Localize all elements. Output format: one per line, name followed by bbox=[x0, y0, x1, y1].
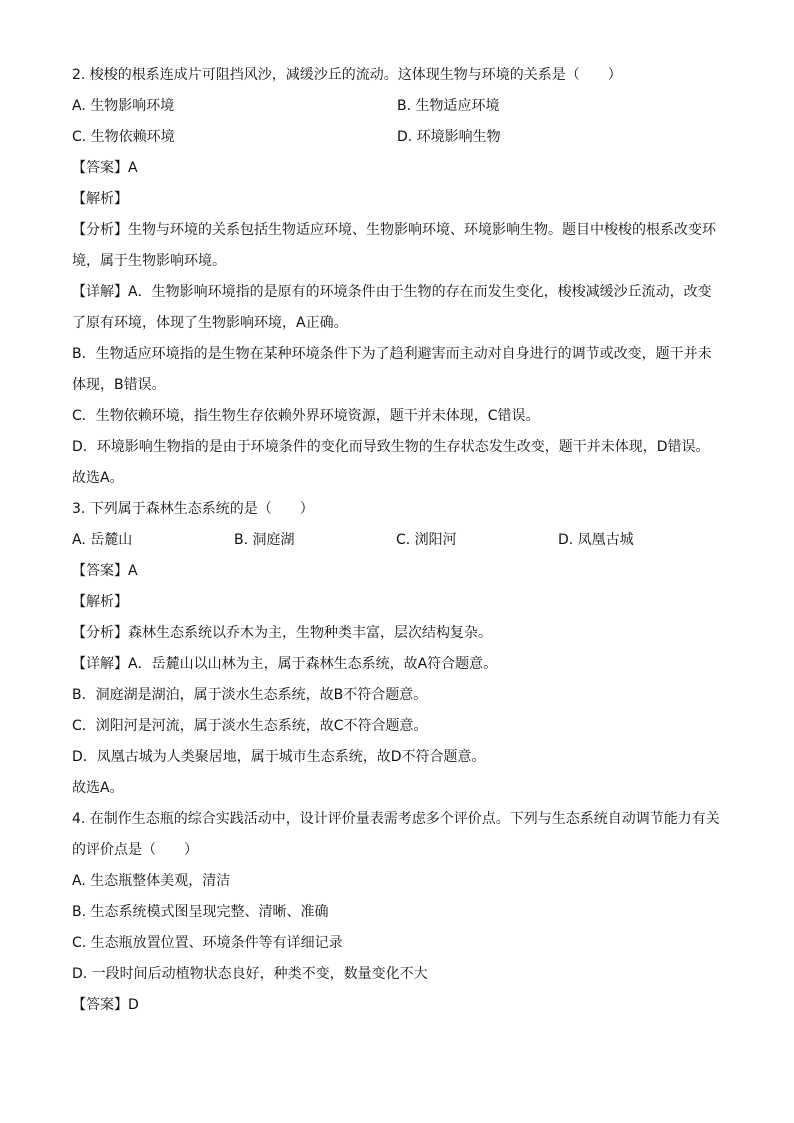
q4-option-c: C. 生态瓶放置位置、环境条件等有详细记录 bbox=[72, 935, 343, 951]
q3-analysis-tag: 【解析】 bbox=[72, 594, 128, 610]
q3-fenxi bbox=[72, 618, 722, 649]
q2-fenxi bbox=[72, 215, 722, 277]
q2-options-row-1 bbox=[72, 91, 722, 122]
q2-option-d: D. 环境影响生物 bbox=[397, 129, 501, 145]
q3-option-d: D. 凤凰古城 bbox=[558, 532, 634, 548]
q2-option-c: C. 生物依赖环境 bbox=[72, 129, 175, 145]
q2-answer-line bbox=[72, 153, 722, 184]
q4-option-a: A. 生态瓶整体美观，清洁 bbox=[72, 873, 231, 889]
q2-fenxi-tag: 【分析】 bbox=[72, 222, 128, 238]
q3-answer-line bbox=[72, 556, 722, 587]
q2-xiangjie-c: C．生物依赖环境，指生物生存依赖外界环境资源，题干并未体现，C错误。 bbox=[72, 408, 540, 424]
q3-xiangjie-a bbox=[72, 649, 722, 680]
q4-stem: 4. 在制作生态瓶的综合实践活动中，设计评价量表需考虑多个评价点。下列与生态系统自动调节能力有关的评价点是（ ） bbox=[72, 811, 720, 858]
q3-fenxi-tag: 【分析】 bbox=[72, 625, 128, 641]
q4-option-b: B. 生态系统模式图呈现完整、清晰、准确 bbox=[72, 904, 329, 920]
q4-answer-tag: 【答案】 bbox=[72, 997, 128, 1013]
q2-xiangjie-b: B．生物适应环境指的是生物在某种环境条件下为了趋利避害而主动对自身进行的调节或改变，题干并未体现，B错误。 bbox=[72, 346, 712, 393]
q2-conclusion: 故选A。 bbox=[72, 470, 124, 486]
q2-options-row-2 bbox=[72, 122, 722, 153]
q4-answer: D bbox=[128, 997, 139, 1013]
q3-xiangjie-a-text: A．岳麓山以山林为主，属于森林生态系统，故A符合题意。 bbox=[128, 656, 498, 672]
q2-fenxi-text: 生物与环境的关系包括生物适应环境、生物影响环境、环境影响生物。题目中梭梭的根系改变环境，属于生物影响环境。 bbox=[72, 222, 716, 269]
q2-xiangjie-d: D．环境影响生物指的是由于环境条件的变化而导致生物的生存状态发生改变，题干并未体现，D错误。 bbox=[72, 439, 710, 455]
q3-option-a: A. 岳麓山 bbox=[72, 532, 133, 548]
q3-fenxi-text: 森林生态系统以乔木为主，生物种类丰富，层次结构复杂。 bbox=[128, 625, 492, 641]
document-page bbox=[72, 60, 722, 1021]
q3-xiangjie-b: B．洞庭湖是湖泊，属于淡水生态系统，故B不符合题意。 bbox=[72, 687, 428, 703]
q2-xiangjie-tag: 【详解】 bbox=[72, 284, 128, 300]
q3-answer-tag: 【答案】 bbox=[72, 563, 128, 579]
q2-xiangjie-a-text: A．生物影响环境指的是原有的环境条件由于生物的存在而发生变化，梭梭减缓沙丘流动，改变了原有环境，体现了生物影响环境，A正确。 bbox=[72, 284, 712, 331]
q4-answer-line bbox=[72, 990, 722, 1021]
q2-stem: 2. 梭梭的根系连成片可阻挡风沙，减缓沙丘的流动。这体现生物与环境的关系是（ ） bbox=[72, 67, 622, 83]
q4-option-d: D. 一段时间后动植物状态良好，种类不变，数量变化不大 bbox=[72, 966, 428, 982]
q3-xiangjie-c: C．浏阳河是河流，属于淡水生态系统，故C不符合题意。 bbox=[72, 718, 428, 734]
q3-option-c: C. 浏阳河 bbox=[396, 532, 457, 548]
q3-stem: 3. 下列属于森林生态系统的是（ ） bbox=[72, 501, 314, 517]
q3-xiangjie-tag: 【详解】 bbox=[72, 656, 128, 672]
q3-conclusion: 故选A。 bbox=[72, 780, 124, 796]
q3-answer: A bbox=[128, 563, 138, 579]
q2-answer-tag: 【答案】 bbox=[72, 160, 128, 176]
q3-options-row bbox=[72, 525, 722, 556]
q2-answer: A bbox=[128, 160, 138, 176]
q2-xiangjie-a bbox=[72, 277, 722, 339]
q2-option-b: B. 生物适应环境 bbox=[397, 98, 500, 114]
q2-option-a: A. 生物影响环境 bbox=[72, 98, 175, 114]
q3-option-b: B. 洞庭湖 bbox=[234, 532, 295, 548]
q3-xiangjie-d: D．凤凰古城为人类聚居地，属于城市生态系统，故D不符合题意。 bbox=[72, 749, 486, 765]
q2-analysis-tag: 【解析】 bbox=[72, 191, 128, 207]
